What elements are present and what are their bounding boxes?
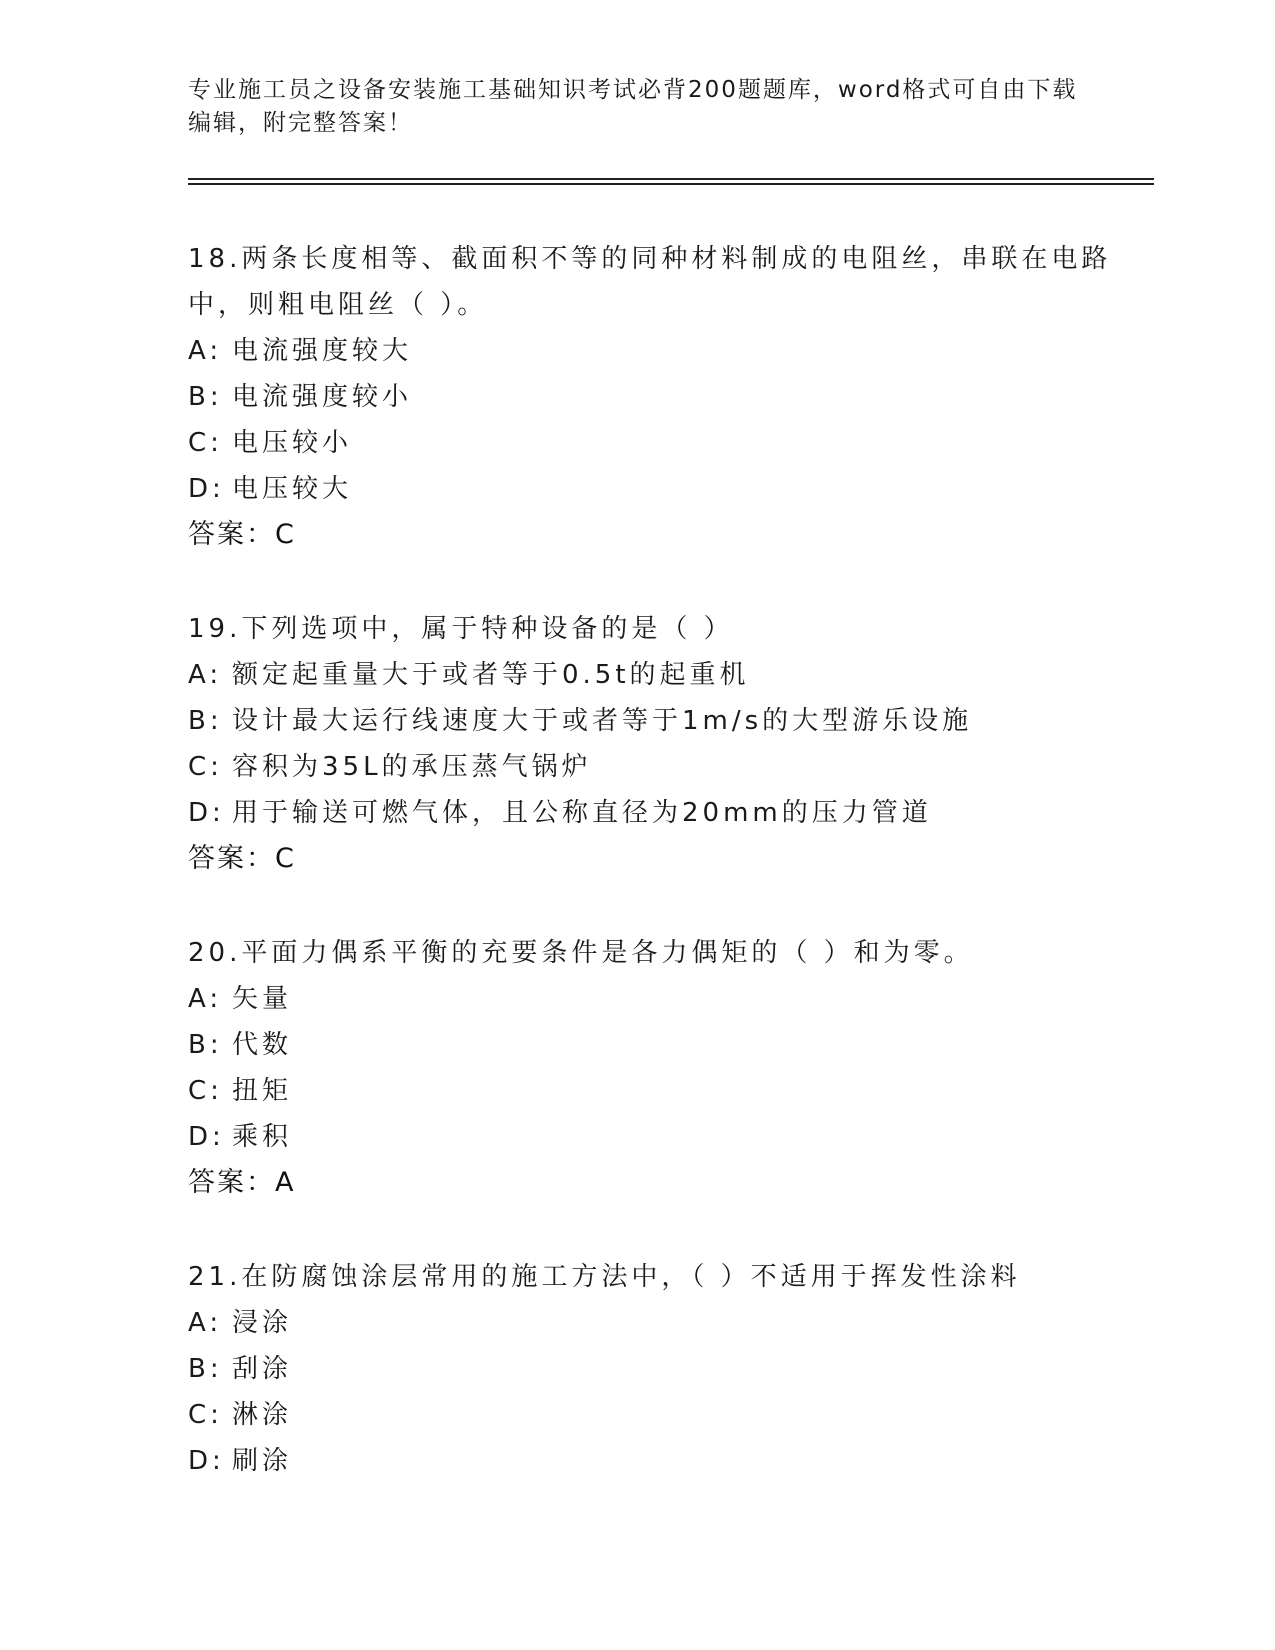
option-letter: A: [188,1308,223,1338]
option-b [188,1022,1148,1068]
option-text: 乘积 [232,1122,293,1152]
option-c [188,1068,1148,1114]
question-stem-line-1: 19.下列选项中，属于特种设备的是（ ） [188,614,734,644]
option-a [188,1300,1148,1346]
question-stem [188,930,1148,976]
option-text: 容积为35L的承压蒸气锅炉 [232,752,592,782]
option-c [188,744,1148,790]
option-text: 设计最大运行线速度大于或者等于1m/s的大型游乐设施 [232,706,973,736]
question-21 [188,1254,1148,1484]
option-text: 刷涂 [232,1446,293,1476]
question-list [188,236,1148,1532]
option-letter: C: [188,1400,223,1430]
option-letter: D: [188,798,225,828]
header-title-line-2: 编辑，附完整答案！ [188,110,413,136]
question-18 [188,236,1148,558]
option-text: 用于输送可燃气体，且公称直径为20mm的压力管道 [232,798,932,828]
option-letter: D: [188,1446,225,1476]
option-letter: A: [188,984,223,1014]
answer-text: 答案：C [188,519,296,550]
option-letter: C: [188,428,223,458]
option-d [188,1438,1148,1484]
question-stem [188,1254,1148,1300]
option-text: 淋涂 [232,1400,293,1430]
option-c [188,1392,1148,1438]
option-b [188,1346,1148,1392]
option-letter: B: [188,1030,223,1060]
option-letter: B: [188,382,223,412]
option-letter: B: [188,706,223,736]
document-header [188,74,1088,140]
option-letter: D: [188,1122,225,1152]
answer-text: 答案：A [188,1167,296,1198]
option-letter: B: [188,1354,223,1384]
question-stem [188,236,1148,328]
option-text: 代数 [232,1030,293,1060]
question-19 [188,606,1148,882]
question-stem-line-1: 20.平面力偶系平衡的充要条件是各力偶矩的（ ）和为零。 [188,938,974,968]
question-20 [188,930,1148,1206]
option-letter: C: [188,1076,223,1106]
option-b [188,698,1148,744]
option-a [188,976,1148,1022]
option-d [188,466,1148,512]
header-divider-top [188,178,1154,180]
option-d [188,1114,1148,1160]
option-text: 电流强度较小 [232,382,413,412]
header-divider-bottom [188,183,1154,185]
option-text: 电压较小 [232,428,353,458]
question-stem-line-1: 21.在防腐蚀涂层常用的施工方法中，（ ）不适用于挥发性涂料 [188,1262,1021,1292]
option-a [188,328,1148,374]
option-text: 电压较大 [232,474,353,504]
option-text: 电流强度较大 [232,336,413,366]
option-text: 扭矩 [232,1076,293,1106]
option-text: 刮涂 [232,1354,293,1384]
answer-text: 答案：C [188,843,296,874]
question-stem-line-1: 18.两条长度相等、截面积不等的同种材料制成的电阻丝，串联在电路 [188,244,1112,274]
header-title-line-1: 专业施工员之设备安装施工基础知识考试必背200题题库，word格式可自由下载 [188,77,1078,103]
option-a [188,652,1148,698]
option-d [188,790,1148,836]
option-letter: A: [188,660,223,690]
option-text: 额定起重量大于或者等于0.5t的起重机 [232,660,750,690]
option-c [188,420,1148,466]
option-b [188,374,1148,420]
option-text: 矢量 [232,984,293,1014]
question-stem-line-2: 中，则粗电阻丝（ ）。 [188,290,488,320]
option-letter: A: [188,336,223,366]
option-letter: D: [188,474,225,504]
question-stem [188,606,1148,652]
option-text: 浸涂 [232,1308,293,1338]
option-letter: C: [188,752,223,782]
